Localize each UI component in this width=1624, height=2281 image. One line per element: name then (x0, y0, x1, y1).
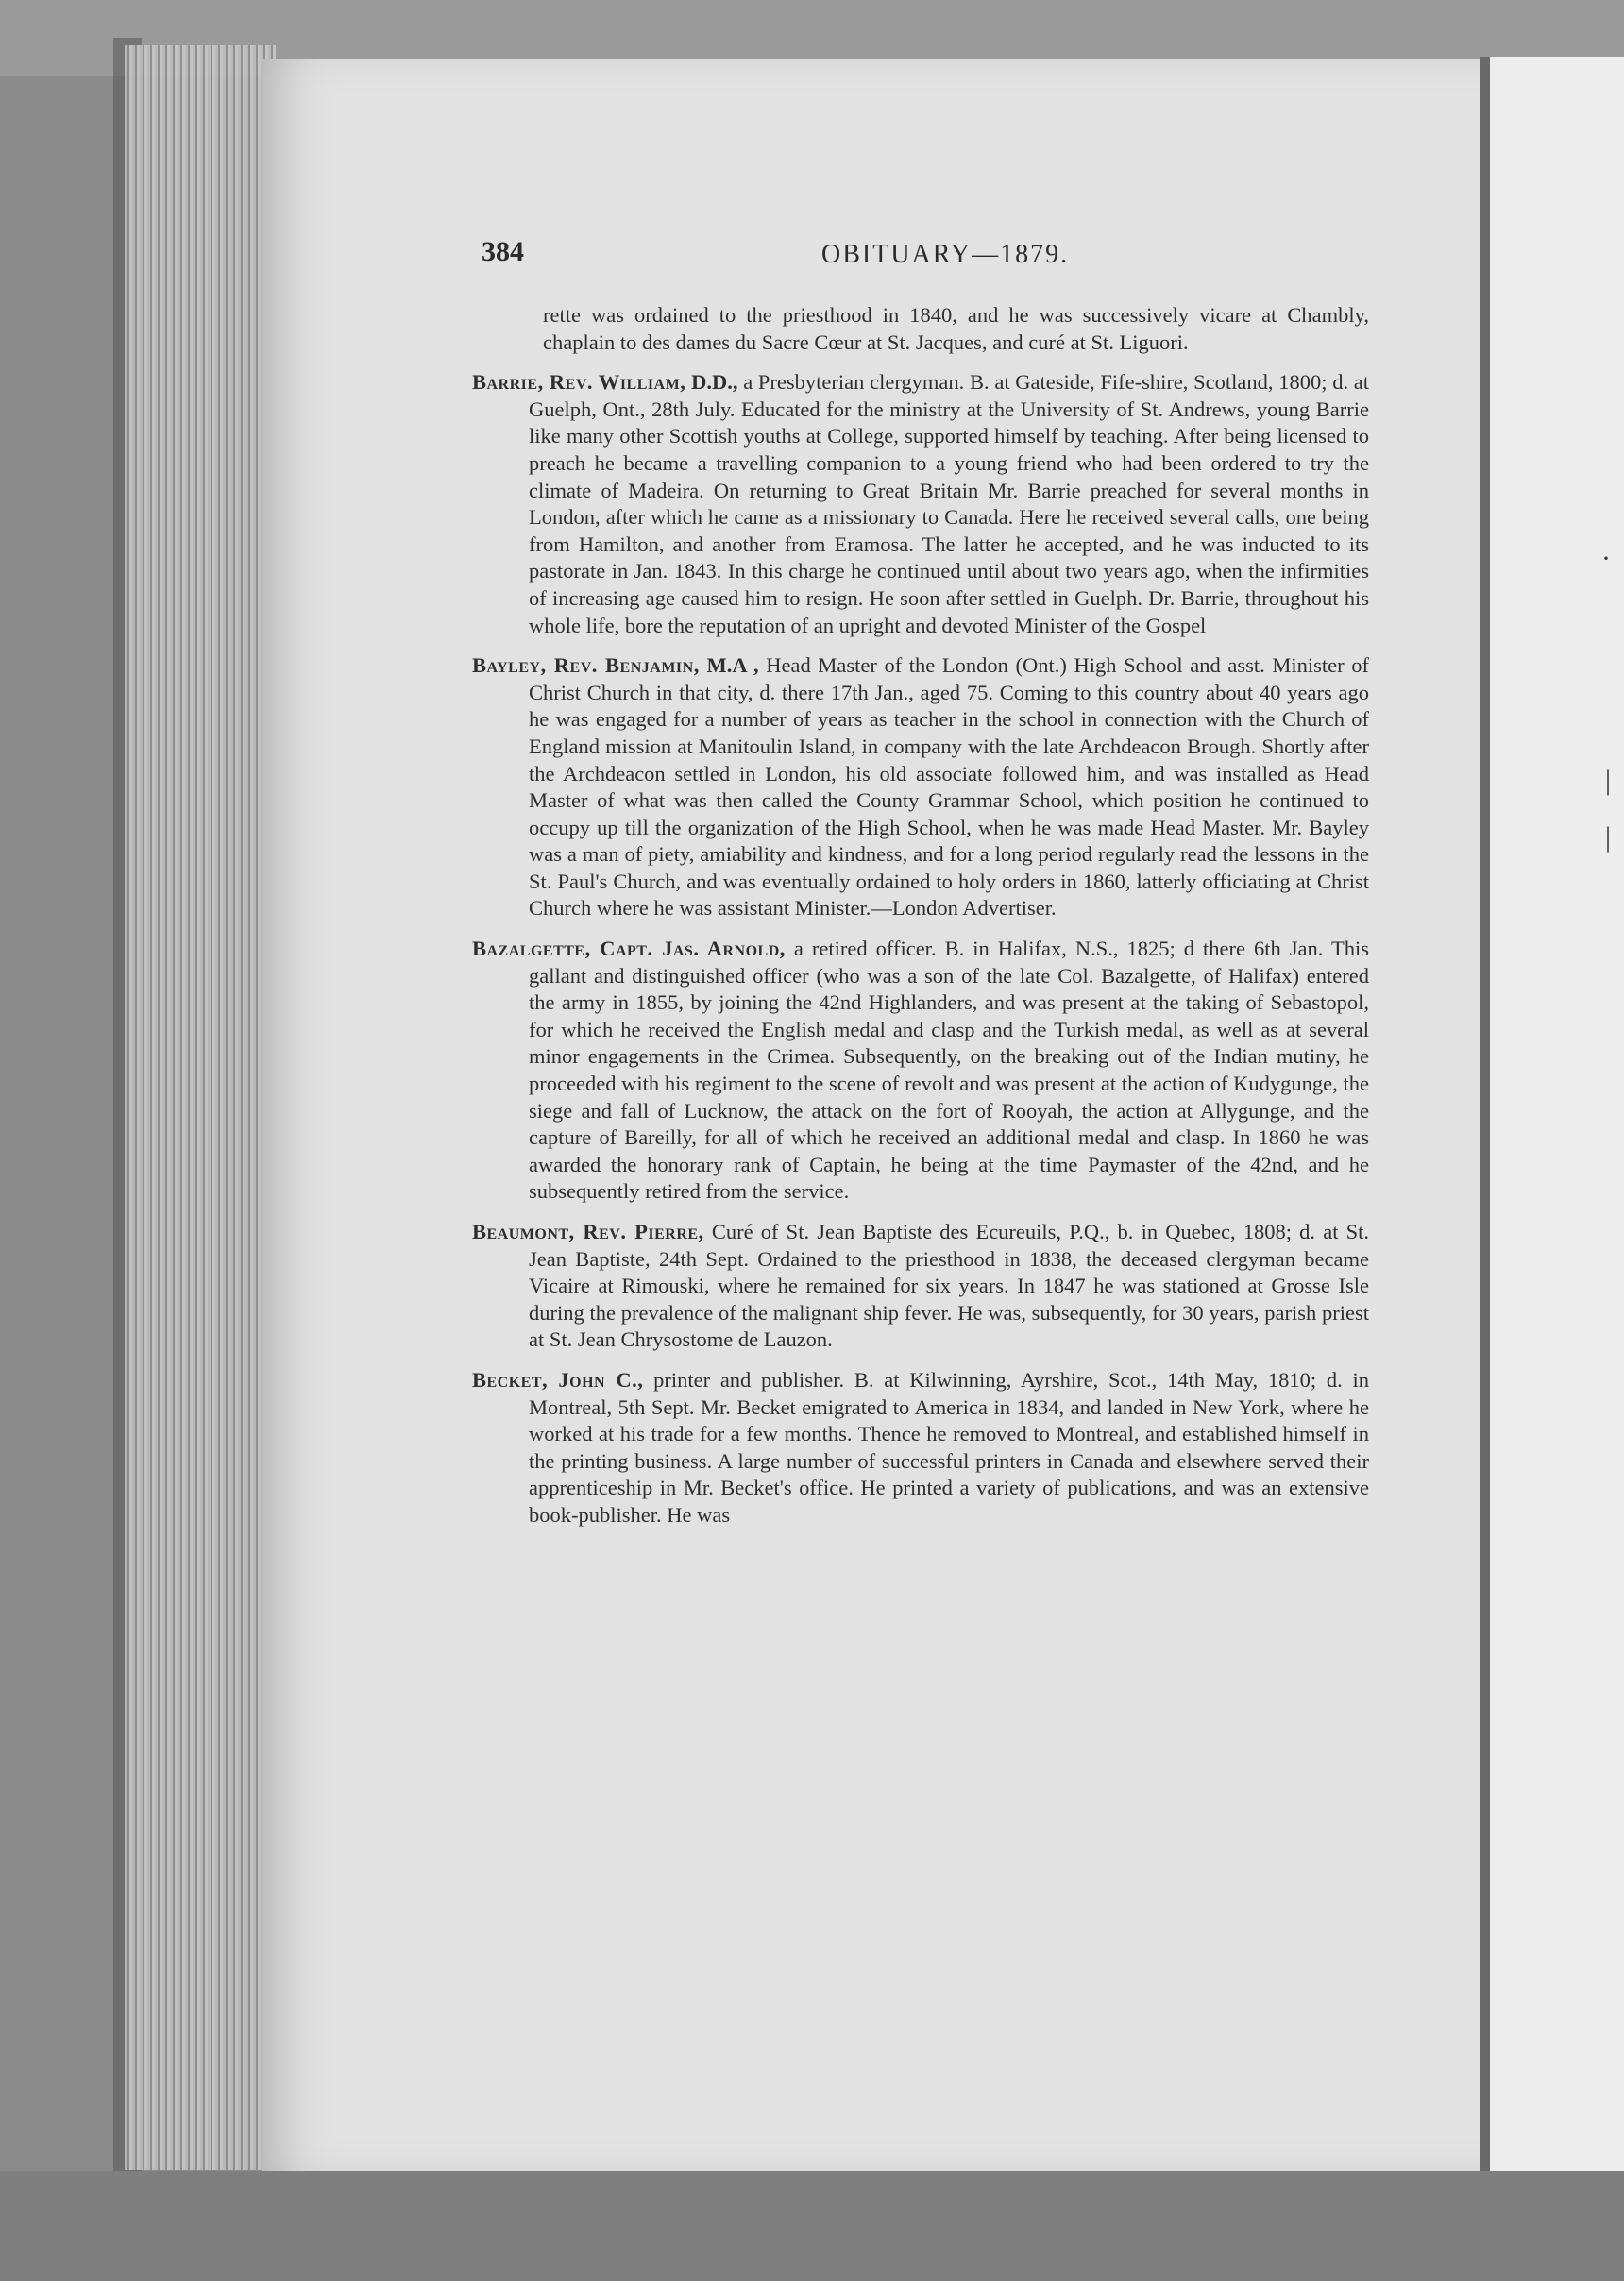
page-number: 384 (482, 236, 524, 267)
entry-title: D.D., (691, 370, 738, 395)
entry-beaumont (472, 1219, 1369, 1354)
entry-body: Head Master of the London (Ont.) High School and asst. Minister of Christ Church in that city, d. there 17th Jan., aged 75. Coming to this country about 40 years ago he was engaged for a number of years as teacher in the school in connection with the Church of England mission at Manitoulin Island, in company with the late Archdeacon Brough. Shortly after the Archdeacon settled in London, his old associate followed him, and was installed as Head Master of what was then called the County Grammar School, which position he continued to occupy up till the organization of the High School, when he was made Head Master. Mr. Bayley was a man of piety, amiability and kindness, and for a long period regularly read the lessons in the St. Paul's Church, and was eventually ordained to holy orders in 1860, latterly officiating at Christ Church where he was assistant Minister.—London Advertiser. (529, 653, 1370, 921)
scan-background-bottom (0, 2171, 1624, 2281)
facing-page-mark: · (1601, 543, 1611, 574)
facing-page (1490, 57, 1624, 2171)
entry-body: printer and publisher. B. at Kilwinning, Ayrshire, Scot., 14th May, 1810; d. in Montreal, 5th Sept. Mr. Becket emigrated to America in 1834, and landed in New York, where he worked at his trade for a few months. Thence he removed to Montreal, and established himself in the printing business. A large number of successful printers in Canada and elsewhere served their apprenticeship in Mr. Becket's office. He printed a variety of publications, and was an extensive book-publisher. He was (529, 1367, 1369, 1527)
entry-name: Beaumont, Rev. Pierre, (472, 1220, 704, 1243)
running-head: OBITUARY—1879. (821, 240, 1070, 269)
entry-barrie (472, 369, 1369, 639)
entry-name: Barrie, Rev. William, (472, 370, 686, 395)
entry-name: Becket, John C., (472, 1367, 644, 1392)
entry-name: Bayley, Rev. Benjamin, (472, 653, 700, 678)
page-header (482, 236, 1435, 283)
obituary-text (472, 302, 1369, 1543)
entry-body: a retired officer. B. in Halifax, N.S., 1825; d there 6th Jan. This gallant and distinguished officer (who was a son of the late Col. Bazalgette, of Halifax) entered the army in 1855, by joining the 42nd Highlanders, and was present at the taking of Sebastopol, for which he received the English medal and clasp and the Turkish medal, as well as at several minor engagements in the Crimea. Subsequently, on the breaking out of the Indian mutiny, he proceeded with his regiment to the scene of revolt and was present at the action of Kudygunge, the siege and fall of Lucknow, the attack on the fort of Rooyah, the action at Allygunge, and the capture of Bareilly, for all of which he received an additional medal and clasp. In 1860 he was awarded the honorary rank of Captain, he being at the time Paymaster of the 42nd, and he subsequently retired from the service. (529, 937, 1370, 1204)
entry-becket (472, 1367, 1369, 1529)
entry-bazalgette (472, 936, 1369, 1206)
entry-title: M.A , (706, 653, 759, 678)
entry-continuation: rette was ordained to the priesthood in 1840, and he was successively vicare at Chambly, chaplain to des dames du Sacre Cœur at St. Jacques, and curé at St. Liguori. (543, 303, 1369, 354)
facing-page-mark: | (1605, 821, 1612, 853)
page-edges (125, 45, 276, 2170)
entry-name: Bazalgette, Capt. Jas. Arnold, (472, 937, 786, 961)
entry-body: a Presbyterian clergyman. B. at Gateside, Fife-shire, Scotland, 1800; d. at Guelph, Ont., 28th July. Educated for the ministry at the University of St. Andrews, young Barrie like many other Scottish youths at College, supported himself by teaching. After being licensed to preach he became a travelling companion to a young friend who had been ordered to try the climate of Madeira. On returning to Great Britain Mr. Barrie preached for several months in London, after which he came as a missionary to Canada. Here he received several calls, one being from Hamilton, and another from Eramosa. The latter he accepted, and he was inducted to its pastorate in Jan. 1843. In this charge he continued until about two years ago, when the infirmities of increasing age caused him to resign. He soon after settled in Guelph. Dr. Barrie, throughout his whole life, bore the reputation of an upright and devoted Minister of the Gospel (529, 370, 1370, 637)
facing-page-mark: | (1605, 765, 1612, 796)
entry-body: Curé of St. Jean Baptiste des Ecureuils, P.Q., b. in Quebec, 1808; d. at St. Jean Baptiste, 24th Sept. Ordained to the priesthood in 1838, the deceased clergyman became Vicaire at Rimouski, where he remained for six years. In 1847 he was stationed at Grosse Isle during the prevalence of the malignant ship fever. He was, subsequently, for 30 years, parish priest at St. Jean Chrysostome de Lauzon. (529, 1220, 1370, 1352)
entry-bayley (472, 652, 1369, 922)
